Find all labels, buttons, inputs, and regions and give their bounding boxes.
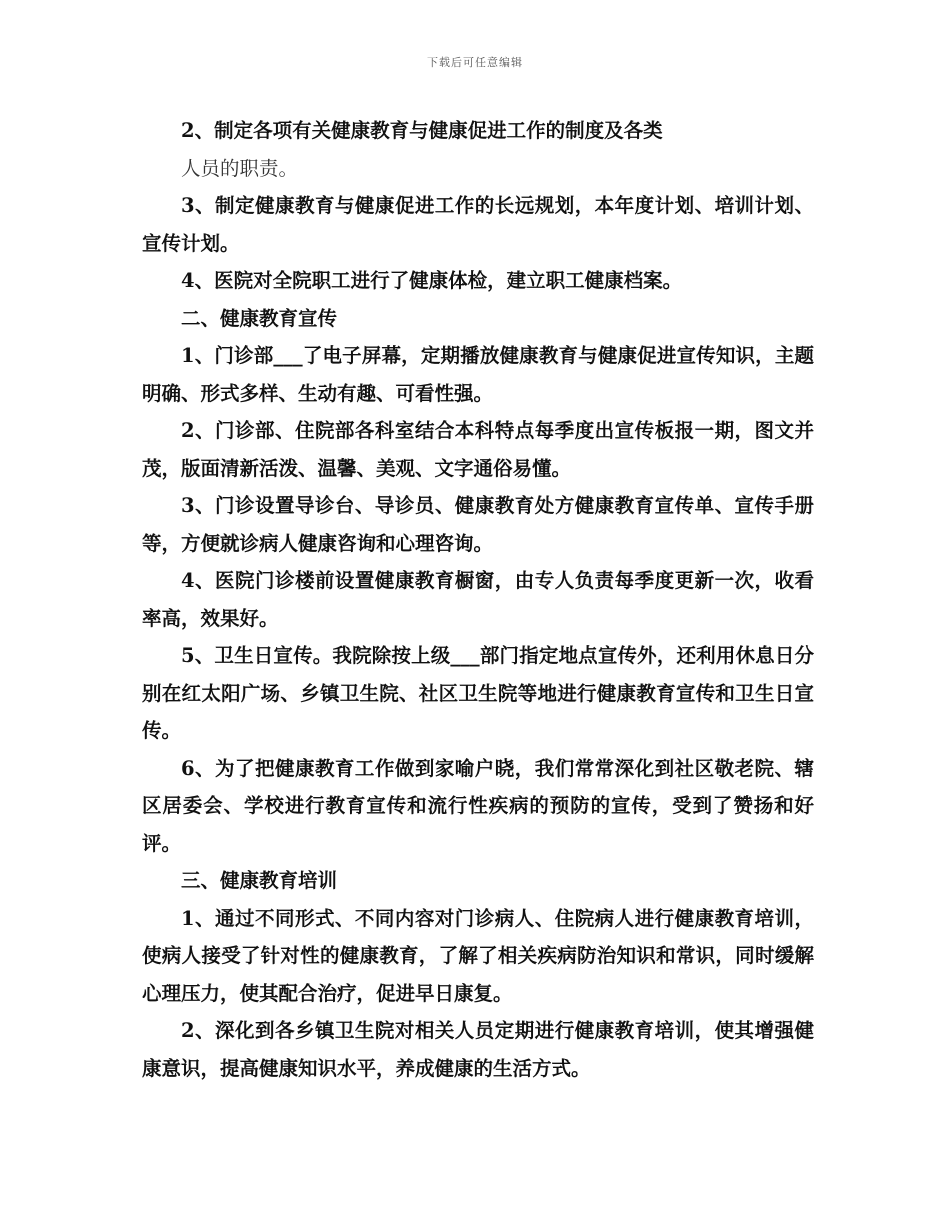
paragraph: 3、制定健康教育与健康促进工作的长远规划，本年度计划、培训计划、宣传计划。 (142, 194, 814, 255)
paragraph: 2、深化到各乡镇卫生院对相关人员定期进行健康教育培训，使其增强健康意识，提高健康知识水平，养成健康的生活方式。 (142, 1019, 814, 1080)
paragraph: 5、卫生日宣传。我院除按上级___部门指定地点宣传外，还利用休息日分别在红太阳广场、乡镇卫生院、社区卫生院等地进行健康教育宣传和卫生日宣传。 (142, 644, 814, 742)
paragraph: 人员的职责。 (181, 156, 299, 180)
paragraph: 1、通过不同形式、不同内容对门诊病人、住院病人进行健康教育培训，使病人接受了针对性的健康教育，了解了相关疾病防治知识和常识，同时缓解心理压力，使其配合治疗，促进早日康复。 (142, 906, 814, 1005)
paragraph: 6、为了把健康教育工作做到家喻户晓，我们常常深化到社区敬老院、辖区居委会、学校进行教育宣传和流行性疾病的预防的宣传，受到了赞扬和好评。 (142, 756, 814, 855)
paragraph: 4、医院门诊楼前设置健康教育橱窗，由专人负责每季度更新一次，收看率高，效果好。 (142, 569, 814, 630)
page-header: 下载后可任意编辑 (427, 56, 523, 69)
section-heading: 三、健康教育培训 (181, 869, 338, 892)
paragraph: 2、门诊部、住院部各科室结合本科特点每季度出宣传板报一期，图文并茂，版面清新活泼、温馨、美观、文字通俗易懂。 (142, 419, 814, 480)
paragraph: 3、门诊设置导诊台、导诊员、健康教育处方健康教育宣传单、宣传手册等，方便就诊病人健康咨询和心理咨询。 (142, 494, 814, 555)
document-body (142, 112, 814, 1087)
paragraph: 1、门诊部___了电子屏幕，定期播放健康教育与健康促进宣传知识，主题明确、形式多样、生动有趣、可看性强。 (142, 344, 814, 405)
paragraph: 4、医院对全院职工进行了健康体检，建立职工健康档案。 (181, 269, 683, 292)
paragraph: 2、制定各项有关健康教育与健康促进工作的制度及各类 (181, 119, 663, 142)
section-heading: 二、健康教育宣传 (181, 306, 338, 330)
